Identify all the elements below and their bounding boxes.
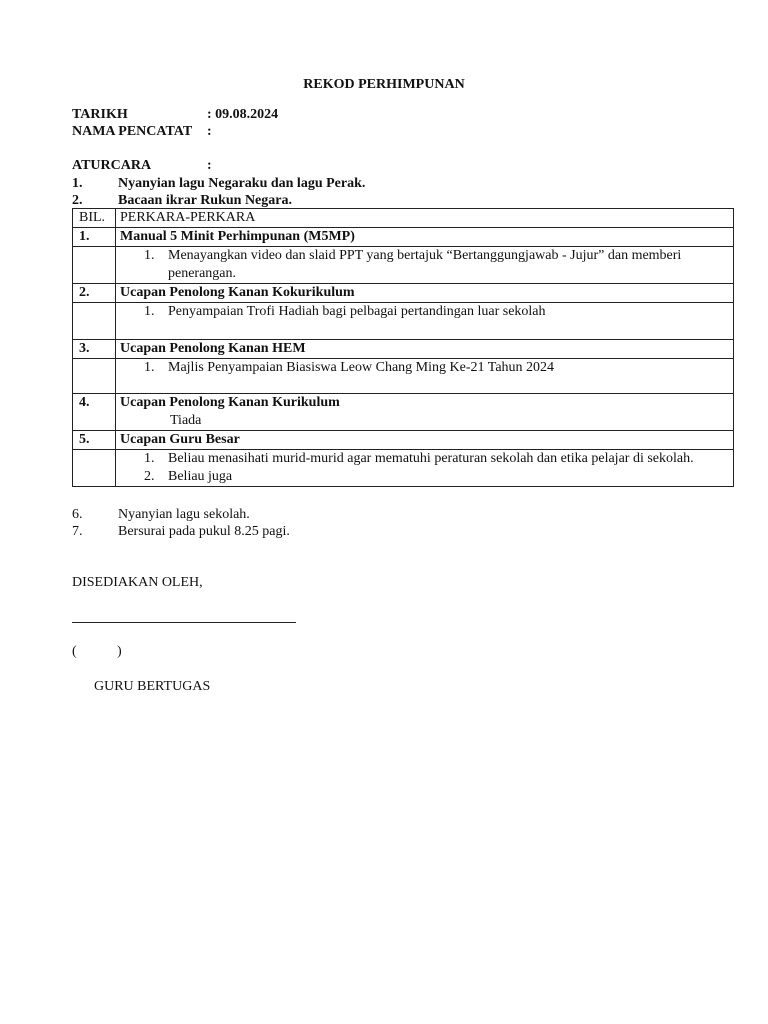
- table-row: [73, 228, 734, 247]
- list-item-text: Beliau juga: [168, 469, 233, 484]
- name-paren-close: ): [117, 644, 122, 659]
- name-paren-open: (: [72, 644, 77, 659]
- aturcara-label: ATURCARA: [72, 158, 152, 173]
- table-row: [73, 394, 734, 431]
- row-detail: [116, 303, 734, 340]
- list-item-number: 1.: [144, 304, 155, 319]
- agenda-item-number: 6.: [72, 507, 83, 522]
- agenda-table: [72, 208, 734, 487]
- empty-cell: [73, 247, 116, 284]
- pencatat-label: NAMA PENCATAT: [72, 124, 193, 139]
- row-plain-text: Tiada: [170, 413, 202, 428]
- row-heading: Ucapan Penolong Kanan Kokurikulum: [116, 284, 734, 303]
- empty-cell: [73, 303, 116, 340]
- signature-line: [72, 622, 296, 623]
- header-perkara: PERKARA-PERKARA: [116, 209, 734, 228]
- agenda-item-text: Bacaan ikrar Rukun Negara.: [118, 193, 292, 208]
- list-item-number: 1.: [144, 248, 155, 263]
- tarikh-value: : 09.08.2024: [207, 107, 279, 122]
- row-number: 5.: [73, 431, 116, 450]
- agenda-item-number: 1.: [72, 176, 83, 191]
- list-item: [120, 303, 729, 321]
- list-item-number: 1.: [144, 360, 155, 375]
- table-row-detail: [73, 359, 734, 394]
- row-number: 1.: [73, 228, 116, 247]
- row-detail: [116, 450, 734, 487]
- row-heading: Ucapan Guru Besar: [116, 431, 734, 450]
- document-title: REKOD PERHIMPUNAN: [303, 77, 465, 92]
- row-detail: [116, 247, 734, 284]
- table-row: [73, 340, 734, 359]
- agenda-item-number: 7.: [72, 524, 83, 539]
- row-detail: [116, 359, 734, 394]
- row-heading: Ucapan Penolong Kanan HEM: [116, 340, 734, 359]
- list-item: [120, 247, 729, 283]
- header-bil: BIL.: [73, 209, 116, 228]
- row-heading: Ucapan Penolong Kanan Kurikulum: [120, 395, 340, 410]
- list-item-text: Majlis Penyampaian Biasiswa Leow Chang Ming Ke-21 Tahun 2024: [168, 360, 555, 375]
- table-row-detail: [73, 247, 734, 284]
- list-item-number: 1.: [144, 451, 155, 466]
- aturcara-colon: :: [207, 158, 212, 173]
- empty-cell: [73, 450, 116, 487]
- list-item-text: Menayangkan video dan slaid PPT yang bertajuk “Bertanggungjawab - Jujur” dan memberi penerangan.: [168, 248, 682, 281]
- agenda-item-text: Bersurai pada pukul 8.25 pagi.: [118, 524, 290, 539]
- list-item-text: Beliau menasihati murid-murid agar mematuhi peraturan sekolah dan etika pelajar di sekolah.: [168, 451, 694, 466]
- row-heading-cell: [116, 394, 734, 431]
- table-row: [73, 284, 734, 303]
- list-item: [120, 468, 729, 486]
- table-header-row: [73, 209, 734, 228]
- list-item: [120, 359, 729, 377]
- table-row-detail: [73, 303, 734, 340]
- role-label: GURU BERTUGAS: [94, 679, 211, 694]
- row-number: 4.: [73, 394, 116, 431]
- prepared-by-label: DISEDIAKAN OLEH,: [72, 575, 203, 590]
- empty-cell: [73, 359, 116, 394]
- tarikh-label: TARIKH: [72, 107, 128, 122]
- list-item-text: Penyampaian Trofi Hadiah bagi pelbagai pertandingan luar sekolah: [168, 304, 546, 319]
- agenda-item-text: Nyanyian lagu sekolah.: [118, 507, 250, 522]
- agenda-item-text: Nyanyian lagu Negaraku dan lagu Perak.: [118, 176, 366, 191]
- row-number: 2.: [73, 284, 116, 303]
- list-item-number: 2.: [144, 469, 155, 484]
- row-heading: Manual 5 Minit Perhimpunan (M5MP): [116, 228, 734, 247]
- table-row: [73, 431, 734, 450]
- table-row-detail: [73, 450, 734, 487]
- pencatat-value: :: [207, 124, 212, 139]
- row-number: 3.: [73, 340, 116, 359]
- list-item: [120, 450, 729, 468]
- agenda-item-number: 2.: [72, 193, 83, 208]
